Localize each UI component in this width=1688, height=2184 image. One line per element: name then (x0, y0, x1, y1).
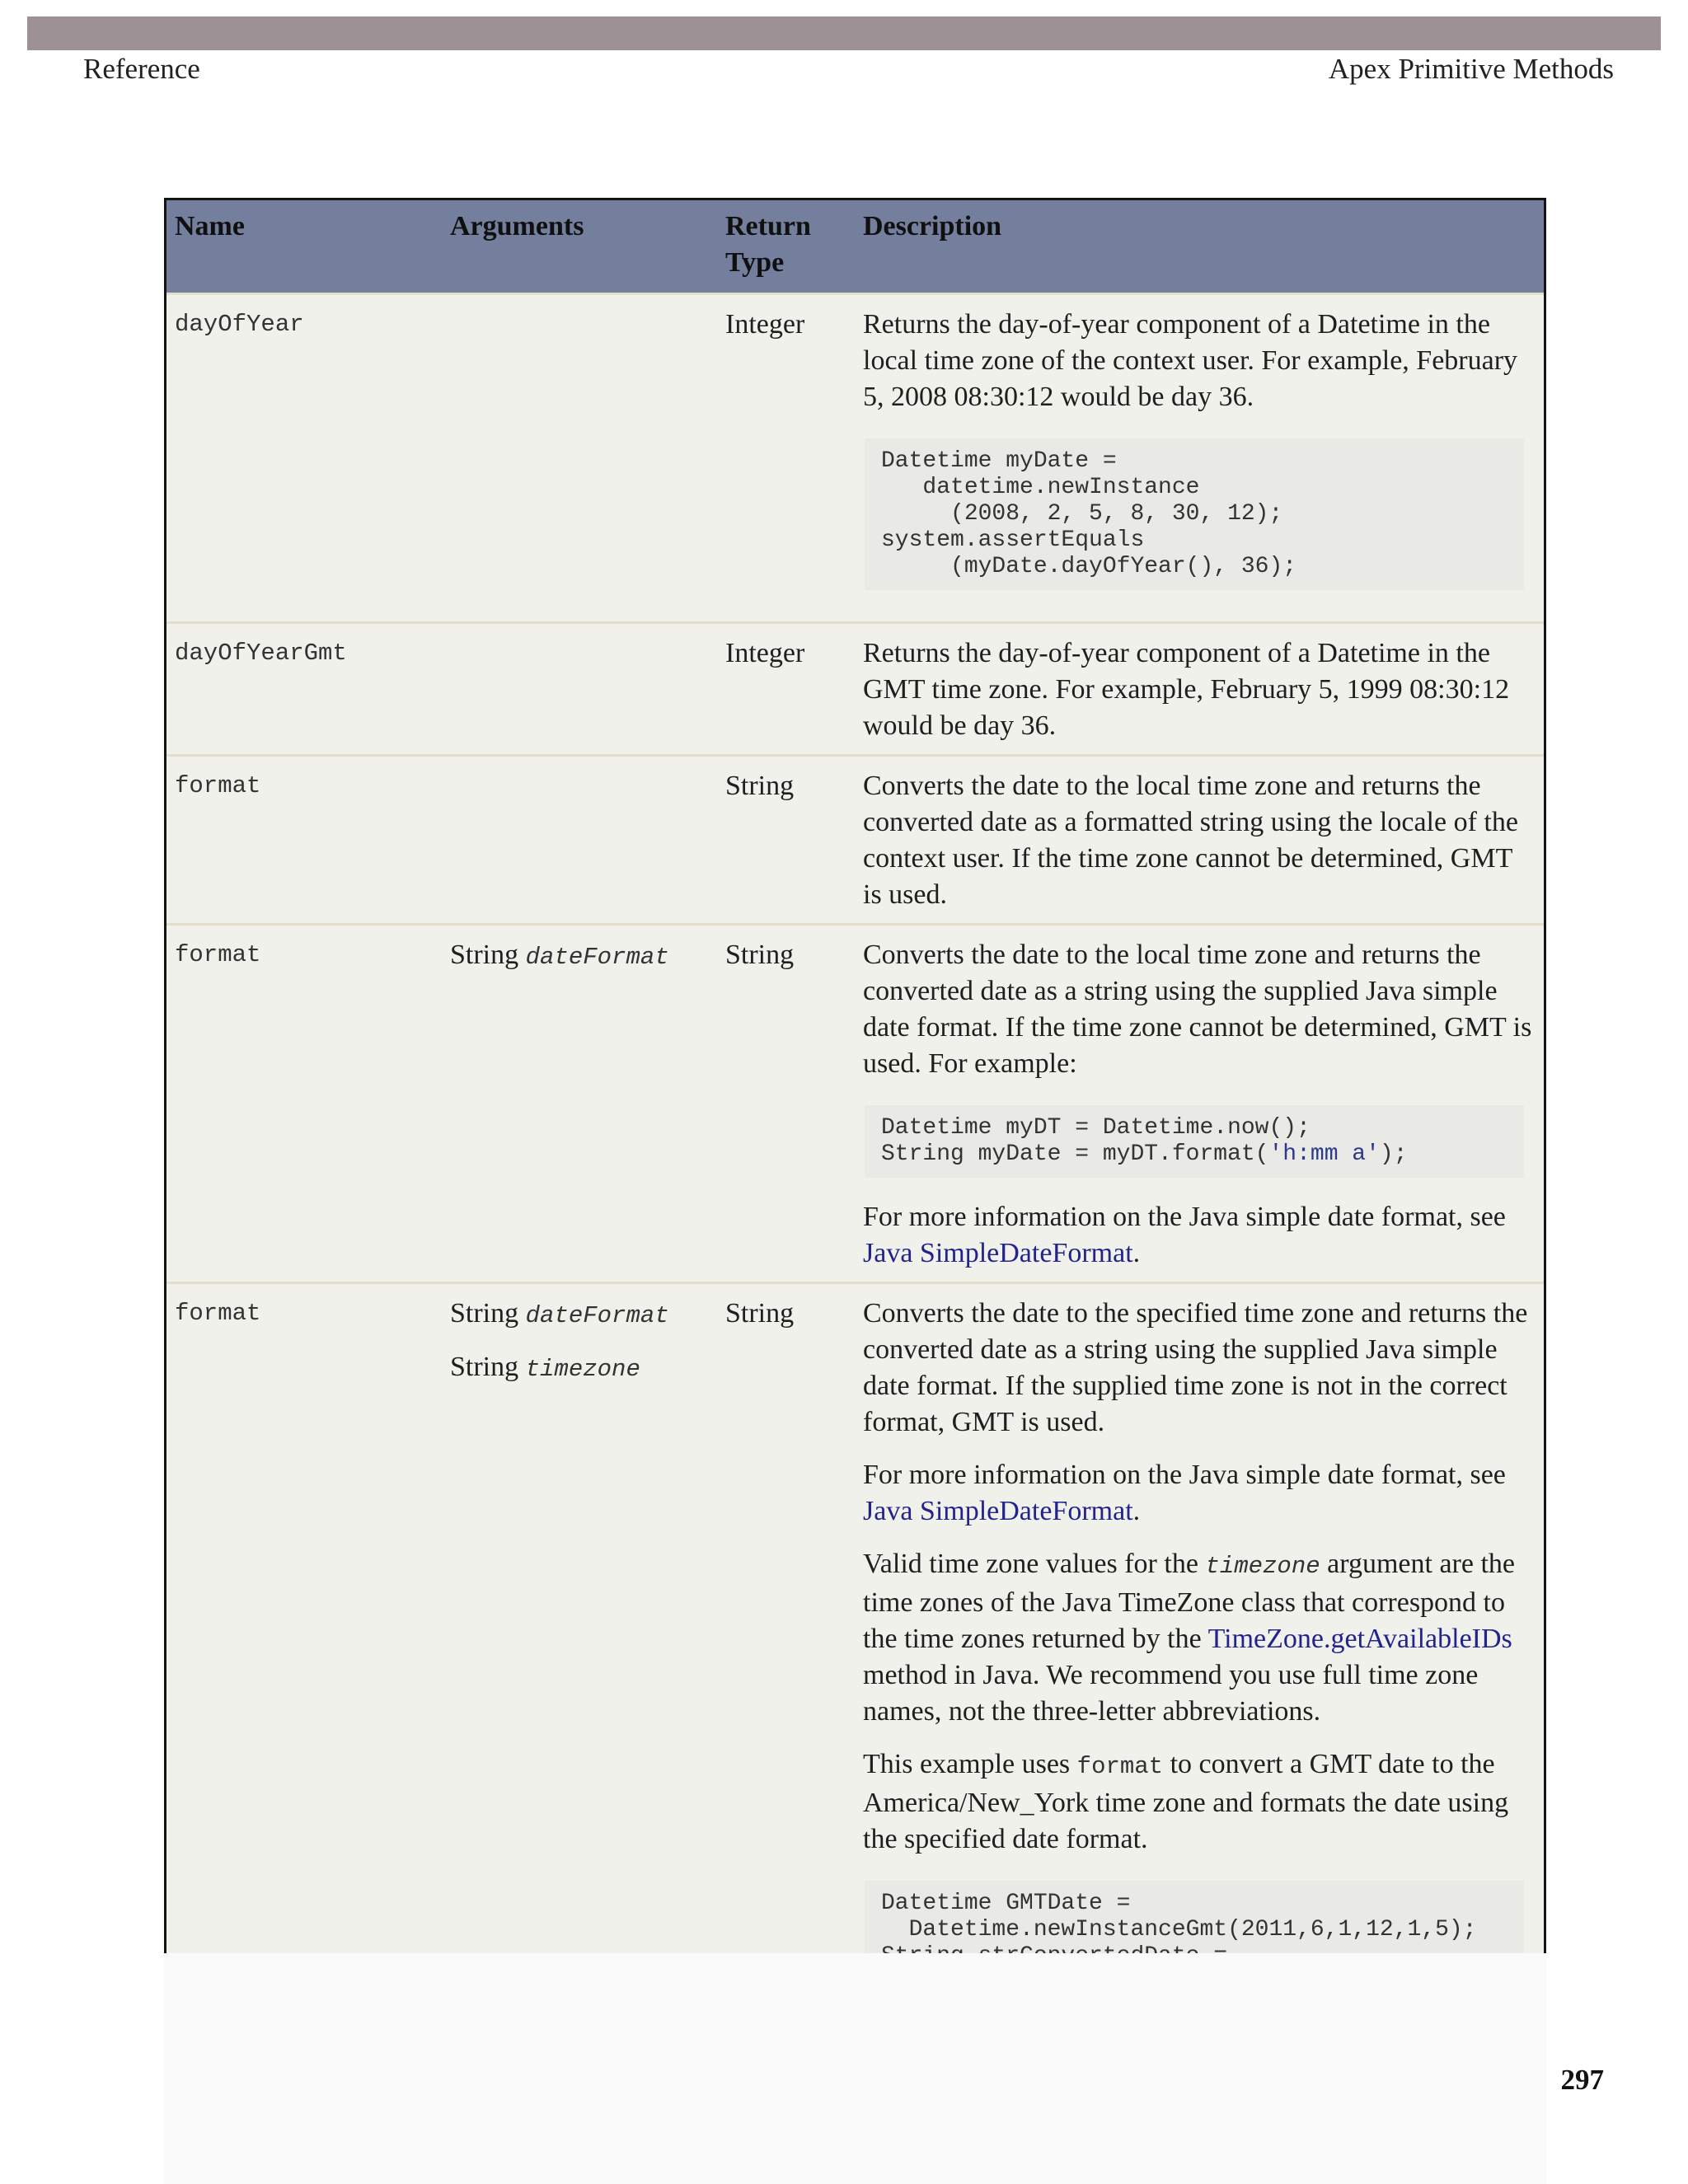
description-fragment: argument are the time zones of the Java TimeZone class that correspond to the time zones returned by the (863, 1549, 1515, 1654)
method-arguments (442, 925, 717, 1283)
description-fragment: . (1132, 1496, 1141, 1526)
argument (450, 937, 710, 976)
inline-code: timezone (1205, 1553, 1320, 1580)
description-text (863, 1457, 1537, 1530)
method-description (855, 294, 1544, 623)
return-type: Integer (717, 294, 855, 623)
method-name: format (166, 756, 442, 925)
code-line: datetime.newInstance (881, 475, 1200, 500)
method-arguments (442, 623, 717, 756)
description-text (863, 1546, 1537, 1730)
return-type: String (717, 1283, 855, 2012)
argument-type: String (450, 1298, 519, 1329)
return-type: String (717, 925, 855, 1283)
methods-table (166, 200, 1544, 2011)
return-type: String (717, 756, 855, 925)
table-row (166, 294, 1544, 623)
code-line: system.assertEquals (881, 527, 1145, 553)
code-line: (2008, 2, 5, 8, 30, 12); (881, 501, 1283, 527)
method-arguments (442, 756, 717, 925)
method-name: dayOfYear (166, 294, 442, 623)
method-description (855, 925, 1544, 1283)
method-arguments (442, 294, 717, 623)
argument (450, 1349, 710, 1388)
description-fragment: method in Java. We recommend you use full time zone names, not the three-letter abbreviations. (863, 1660, 1479, 1727)
description-text (863, 1199, 1537, 1272)
argument-name: timezone (525, 1356, 640, 1383)
code-line: Datetime myDate = (881, 448, 1117, 474)
table-header (166, 200, 1544, 294)
code-line: (myDate.dayOfYear(), 36); (881, 554, 1297, 579)
code-line-pre: String myDate = myDT.format( (881, 1141, 1269, 1167)
method-description (855, 623, 1544, 756)
description-text: Returns the day-of-year component of a Datetime in the GMT time zone. For example, February 5, 1999 08:30:12 would be day 36. (863, 638, 1510, 741)
description-fragment: This example uses (863, 1749, 1077, 1779)
argument-type: String (450, 940, 519, 970)
inline-code: format (1076, 1753, 1164, 1780)
header-bar (27, 16, 1661, 50)
page-bottom-area (164, 1953, 1546, 2184)
method-name: dayOfYearGmt (166, 623, 442, 756)
description-fragment: . (1132, 1238, 1141, 1268)
section-label: Reference (83, 53, 200, 85)
description-fragment: to convert a GMT date to the America/New_York time zone and formats the date using the specified date format. (863, 1749, 1509, 1854)
description-text: Converts the date to the local time zone and returns the converted date as a string using the supplied Java simple date format. If the time zone cannot be determined, GMT is used. For example: (863, 940, 1532, 1079)
code-line: Datetime myDT = Datetime.now(); (881, 1115, 1311, 1141)
description-text: Converts the date to the specified time zone and returns the converted date as a string using the supplied Java simple date format. If the supplied time zone is not in the correct format, GMT is used. (863, 1298, 1528, 1437)
description-fragment: For more information on the Java simple date format, see (863, 1202, 1506, 1232)
argument-type: String (450, 1352, 519, 1382)
method-name: format (166, 1283, 442, 2012)
page-number: 297 (1560, 2064, 1604, 2096)
table-row (166, 756, 1544, 925)
table-row (166, 925, 1544, 1283)
methods-table-container (164, 198, 1546, 1956)
method-description (855, 756, 1544, 925)
return-type: Integer (717, 623, 855, 756)
col-header-name: Name (166, 200, 442, 294)
code-line: Datetime GMTDate = (881, 1891, 1131, 1916)
table-row (166, 1283, 1544, 2012)
description-fragment: For more information on the Java simple date format, see (863, 1460, 1506, 1490)
method-description (855, 1283, 1544, 2012)
argument-name: dateFormat (525, 1302, 669, 1329)
code-example (865, 1105, 1524, 1178)
argument-name: dateFormat (525, 944, 669, 971)
chapter-title: Apex Primitive Methods (1328, 53, 1614, 85)
code-line: Datetime.newInstanceGmt(2011,6,1,12,1,5); (881, 1917, 1477, 1943)
code-example (865, 438, 1524, 590)
description-text: Returns the day-of-year component of a Datetime in the local time zone of the context user. For example, February 5, 2008 08:30:12 would be day 36. (863, 309, 1518, 412)
method-arguments (442, 1283, 717, 2012)
java-simpledateformat-link[interactable]: Java SimpleDateFormat (863, 1238, 1133, 1268)
timezone-getavailableids-link[interactable]: TimeZone.getAvailableIDs (1207, 1624, 1512, 1654)
col-header-description: Description (855, 200, 1544, 294)
description-text (863, 1746, 1537, 1858)
code-line-post: ); (1379, 1141, 1408, 1167)
description-text: Converts the date to the local time zone and returns the converted date as a formatted string using the locale of the context user. If the time zone cannot be determined, GMT is used. (863, 771, 1518, 910)
method-name: format (166, 925, 442, 1283)
java-simpledateformat-link[interactable]: Java SimpleDateFormat (863, 1496, 1133, 1526)
col-header-arguments: Arguments (442, 200, 717, 294)
argument (450, 1296, 710, 1334)
col-header-return-type: Return Type (717, 200, 855, 294)
table-row (166, 623, 1544, 756)
description-fragment: Valid time zone values for the (863, 1549, 1206, 1579)
code-string-literal: 'h:mm a' (1268, 1141, 1380, 1167)
